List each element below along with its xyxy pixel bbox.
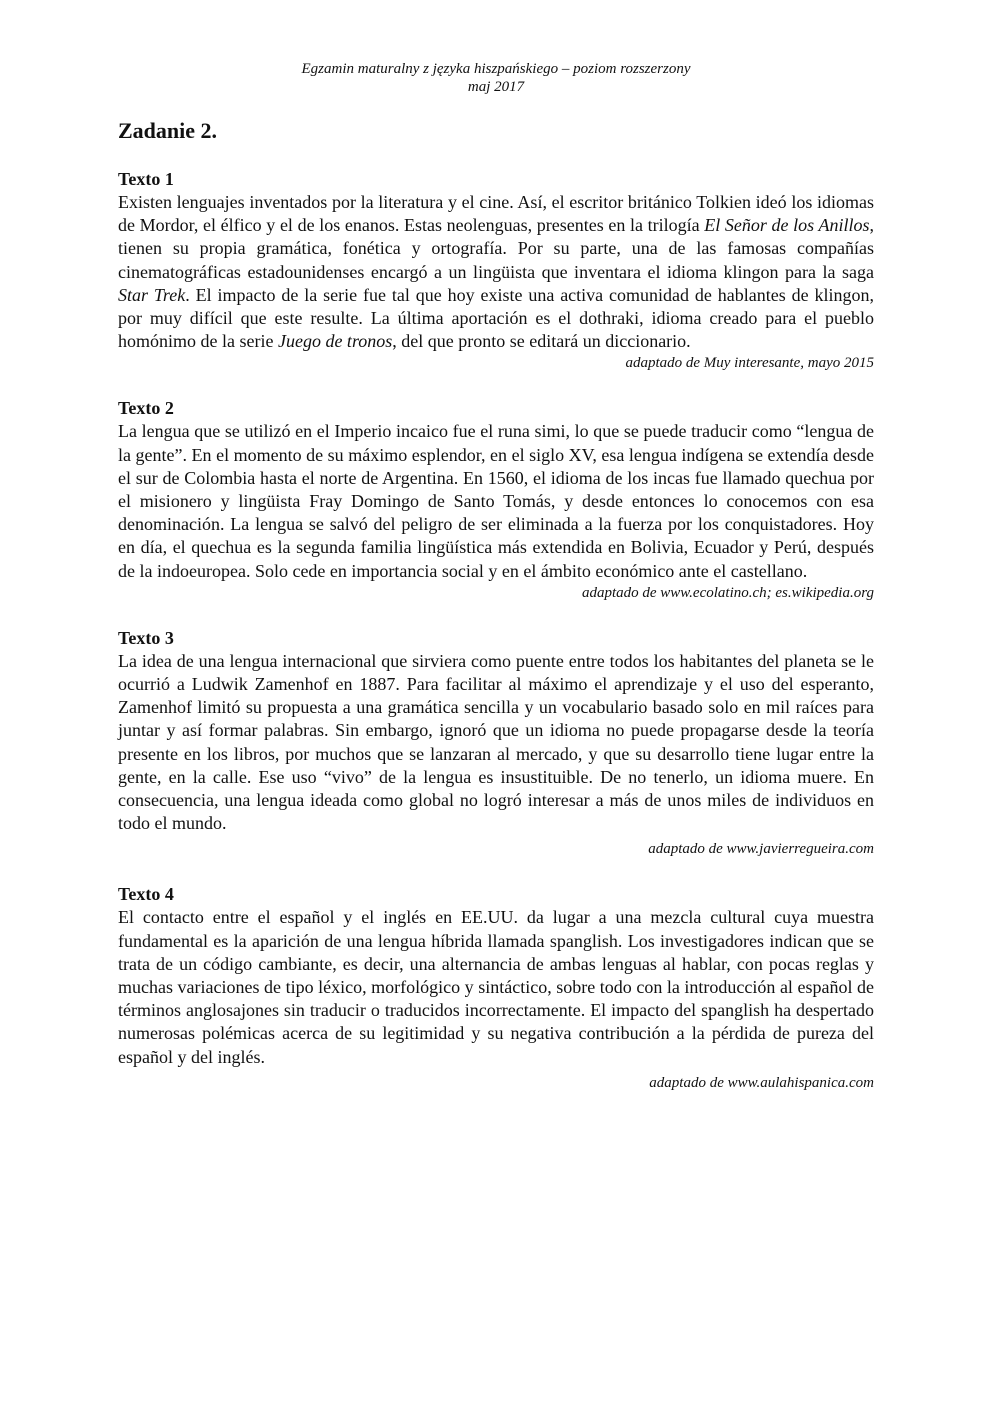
body-segment: , del que pronto se editará un diccionario. bbox=[392, 331, 691, 352]
exam-page bbox=[118, 60, 874, 1093]
saga-title-italic: Star Trek bbox=[118, 284, 186, 305]
book-title-italic: El Señor de los Anillos bbox=[704, 215, 870, 236]
section-body: El contacto entre el español y el inglés en EE.UU. da lugar a una mezcla cultural cuya muestra fundamental es la aparición de una lengua híbrida llamada spanglish. Los investigadores indican que se trata de un código cambiante, es decir, una alternancia de ambas lenguas al hablar, con pocas reglas y muchas variaciones de tipo léxico, morfológico y sintáctico, sobre todo con la introducción al español de términos anglosajones sin traducir o traducidos incorrectamente. El impacto del spanglish ha despertado numerosas polémicas acerca de su legitimidad y su negativa contribución a la pérdida de pureza del español y del inglés. bbox=[118, 907, 874, 1067]
header-date: maj 2017 bbox=[467, 79, 525, 95]
section-source: adaptado de www.ecolatino.ch; es.wikipedia.org bbox=[581, 584, 874, 601]
section-title: Texto 2 bbox=[118, 398, 174, 419]
section-body bbox=[118, 191, 874, 353]
section-body: La idea de una lengua internacional que sirviera como puente entre todos los habitantes del planeta se le ocurrió a Ludwik Zamenhof en 1887. Para facilitar al máximo el aprendizaje y el uso del esperanto, Zamenhof limitó su propuesta a una gramática sencilla y un vocabulario basado solo en mil raíces para juntar y así formar palabras. Sin embargo, ignoró que un idioma no puede propagarse desde la teoría presente en los libros, por muchos que se lanzaran al mercado, y que su desarrollo tiene lugar entre la gente, en la calle. Ese uso “vivo” de la lengua es insustituible. De no tenerlo, un idioma muere. En consecuencia, una lengua ideada como global no logró interesar a más de unos miles de individuos en todo el mundo. bbox=[118, 650, 874, 834]
header-exam-title: Egzamin maturalny z języka hiszpańskiego – poziom rozszerzony bbox=[301, 61, 691, 77]
text-section-1 bbox=[118, 168, 874, 373]
body-segment: Existen lenguajes inventados por la literatura y el cine. Así, el escritor británico Tolkien ideó los idiomas de Mordor, el élfico y el de los enanos. Estas neolenguas, presentes en la trilogía bbox=[118, 192, 874, 236]
section-source: adaptado de www.aulahispanica.com bbox=[649, 1074, 874, 1091]
body-segment: , tienen su propia gramática, fonética y ortografía. Por su parte, una de las famosas compañías cinematográficas estadounidenses encargó a un lingüista que inventara el idioma klingon para la saga bbox=[118, 215, 874, 282]
section-title: Texto 4 bbox=[118, 884, 174, 905]
section-title: Texto 1 bbox=[118, 169, 174, 189]
text-section-3 bbox=[118, 627, 874, 860]
section-source: adaptado de Muy interesante, mayo 2015 bbox=[625, 355, 874, 372]
page-header bbox=[118, 60, 874, 96]
section-body: La lengua que se utilizó en el Imperio incaico fue el runa simi, lo que se puede traducir como “lengua de la gente”. En el momento de su máximo esplendor, en el siglo XV, esa lengua indígena se extendía desde el sur de Colombia hasta el norte de Argentina. En 1560, el idioma de los incas fue llamado quechua por el misionero y lingüista Fray Domingo de Santo Tomás, y desde entonces lo conocemos con esa denominación. La lengua se salvó del peligro de ser eliminada a la fuerza por los conquistadores. Hoy en día, el quechua es la segunda familia lingüística más extendida en Bolivia, Ecuador y Perú, después de la indoeuropea. Solo cede en importancia social y en el ámbito económico ante el castellano. bbox=[118, 421, 874, 581]
series-title-italic: Juego de tronos bbox=[277, 331, 393, 352]
body-segment: . El impacto de la serie fue tal que hoy existe una activa comunidad de hablantes de klingon, por muy difícil que este resulte. La última aportación es el dothraki, idioma creado para el pueblo homónimo de la serie bbox=[118, 284, 875, 352]
text-section-4 bbox=[118, 883, 874, 1092]
section-source: adaptado de www.javierregueira.com bbox=[648, 841, 874, 858]
section-title: Texto 3 bbox=[118, 627, 174, 648]
task-title: Zadanie 2. bbox=[118, 118, 218, 143]
text-section-2 bbox=[118, 397, 874, 602]
